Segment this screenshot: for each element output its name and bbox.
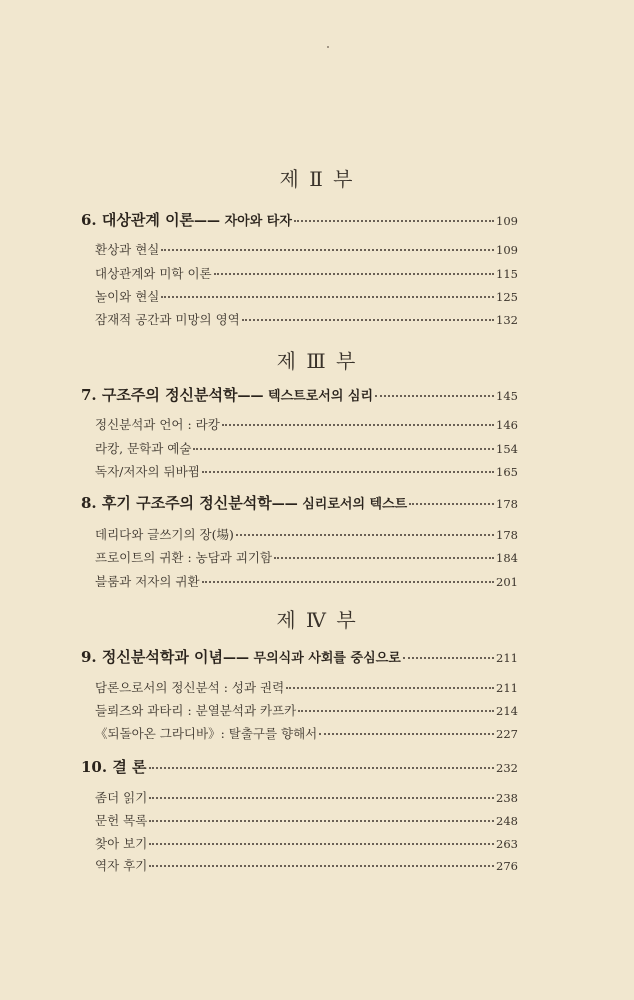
section-entry <box>95 788 518 806</box>
section-entry <box>95 240 518 258</box>
section-entry <box>95 856 518 874</box>
section-entry <box>95 310 518 328</box>
page-number: 145 <box>496 389 518 403</box>
dot-leader <box>274 557 494 559</box>
section-title: 대상관계와 미학 이론 <box>95 266 212 281</box>
chapter-entry <box>81 209 518 230</box>
section-title: 블룸과 저자의 귀환 <box>95 574 200 589</box>
page-number: 154 <box>496 442 518 456</box>
section-title: 라캉, 문학과 예술 <box>95 441 192 456</box>
dot-leader <box>403 657 494 659</box>
page-number: 227 <box>496 727 518 741</box>
page-number: 248 <box>496 814 518 828</box>
part-title: 제 Ⅱ 부 <box>279 167 355 191</box>
section-entry <box>95 724 518 742</box>
part-title: 제 Ⅲ 부 <box>276 349 358 373</box>
section-title: 문헌 목록 <box>95 813 148 828</box>
dot-leader <box>149 865 494 867</box>
page-number: 211 <box>496 681 518 695</box>
dot-leader <box>149 820 494 822</box>
page-number: 211 <box>496 651 518 665</box>
page-number: 178 <box>496 497 518 511</box>
chapter-title: 8. 후기 구조주의 정신분석학 <box>81 494 272 512</box>
chapter-title: 7. 구조주의 정신분석학 <box>81 386 238 404</box>
section-title: 담론으로서의 정신분석 : 성과 권력 <box>95 680 285 695</box>
page-number: 146 <box>496 418 518 432</box>
chapter-title: 6. 대상관계 이론 <box>81 211 195 229</box>
page-number: 125 <box>496 290 518 304</box>
page-number: 165 <box>496 465 518 479</box>
chapter-entry <box>81 492 518 513</box>
section-entry <box>95 701 518 719</box>
page-number: 109 <box>496 243 518 257</box>
dot-leader <box>222 424 494 426</box>
section-entry <box>95 834 518 852</box>
section-title: 역자 후기 <box>95 858 148 873</box>
section-title: 독자/저자의 뒤바뀜 <box>95 464 200 479</box>
page-number: 263 <box>496 837 518 851</box>
section-entry <box>95 678 518 696</box>
page-number: 132 <box>496 313 518 327</box>
section-title: 《되돌아온 그라디바》: 탈출구를 향해서 <box>95 726 318 741</box>
dot-leader <box>202 581 494 583</box>
chapter-title: 10. 결 론 <box>81 758 147 776</box>
dot-leader <box>149 797 494 799</box>
section-entry <box>95 264 518 282</box>
print-mark <box>327 46 329 48</box>
dot-leader <box>149 767 495 769</box>
page-number: 232 <box>496 761 518 775</box>
dot-leader <box>375 395 494 397</box>
dot-leader <box>149 843 494 845</box>
section-entry <box>95 572 518 590</box>
chapter-subtitle: —— 무의식과 사회를 중심으로 <box>223 651 401 666</box>
dot-leader <box>202 471 494 473</box>
chapter-subtitle: —— 심리로서의 텍스트 <box>271 497 408 512</box>
section-title: 잠재적 공간과 미망의 영역 <box>95 312 240 327</box>
section-entry <box>95 287 518 305</box>
dot-leader <box>294 220 494 222</box>
section-entry <box>95 525 518 543</box>
section-title: 환상과 현실 <box>95 242 160 257</box>
chapter-entry <box>81 756 518 777</box>
dot-leader <box>298 710 494 712</box>
page-number: 184 <box>496 551 518 565</box>
dot-leader <box>214 273 494 275</box>
section-title: 데리다와 글쓰기의 장(場) <box>95 527 234 542</box>
section-title: 프로이트의 귀환 : 농담과 괴기함 <box>95 550 273 565</box>
section-entry <box>95 415 518 433</box>
part-title: 제 Ⅳ 부 <box>276 608 358 632</box>
dot-leader <box>242 319 494 321</box>
chapter-entry <box>81 384 518 405</box>
dot-leader <box>409 503 494 505</box>
chapter-title: 9. 정신분석학과 이념 <box>81 648 224 666</box>
section-title: 찾아 보기 <box>95 836 148 851</box>
dot-leader <box>236 534 494 536</box>
page-number: 178 <box>496 528 518 542</box>
chapter-subtitle: —— 자아와 타자 <box>194 214 292 229</box>
section-title: 들뢰즈와 과타리 : 분열분석과 카프카 <box>95 703 297 718</box>
page-number: 109 <box>496 214 518 228</box>
dot-leader <box>161 249 494 251</box>
dot-leader <box>286 687 494 689</box>
chapter-entry <box>81 646 518 667</box>
section-title: 좀더 읽기 <box>95 790 148 805</box>
section-entry <box>95 811 518 829</box>
page-number: 115 <box>496 267 518 281</box>
chapter-subtitle: —— 텍스트로서의 심리 <box>237 389 374 404</box>
dot-leader <box>193 448 494 450</box>
section-entry <box>95 548 518 566</box>
section-title: 놀이와 현실 <box>95 289 160 304</box>
page-number: 214 <box>496 704 518 718</box>
section-entry <box>95 462 518 480</box>
page-number: 238 <box>496 791 518 805</box>
dot-leader <box>319 733 494 735</box>
section-entry <box>95 439 518 457</box>
dot-leader <box>161 296 494 298</box>
page-number: 276 <box>496 859 518 873</box>
section-title: 정신분석과 언어 : 라캉 <box>95 417 220 432</box>
page-number: 201 <box>496 575 518 589</box>
